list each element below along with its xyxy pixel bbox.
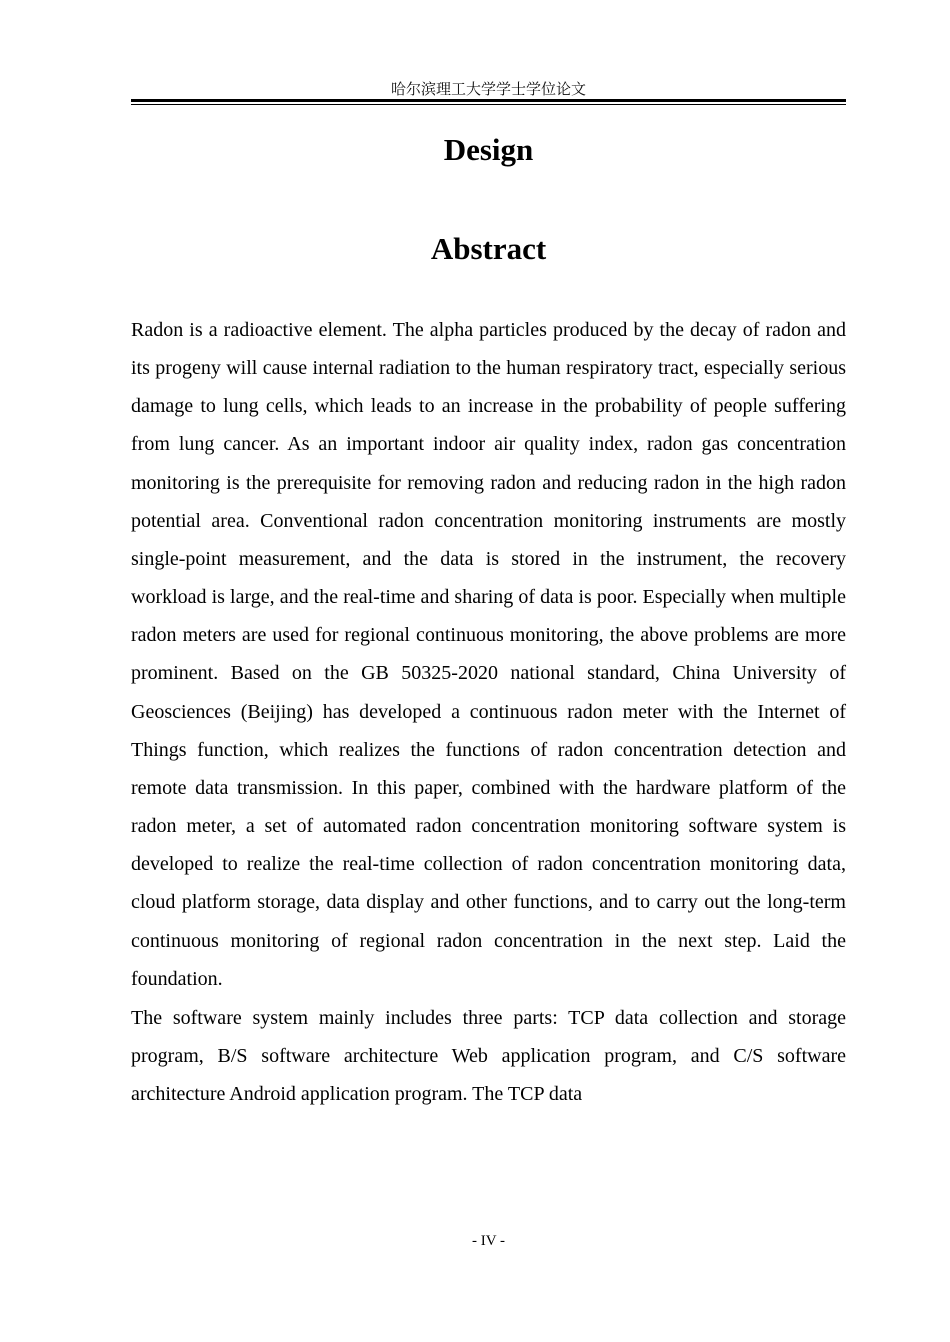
header-rule-thin xyxy=(131,104,846,105)
running-header: 哈尔滨理工大学学士学位论文 xyxy=(390,80,586,98)
document-title: Design xyxy=(443,132,534,167)
abstract-heading: Abstract xyxy=(430,231,547,266)
header-rule-thick xyxy=(131,99,846,102)
abstract-paragraph-1: Radon is a radioactive element. The alpha particles produced by the decay of radon and its progeny will cause internal radiation to the human respiratory tract, especially serious damage to lung cells, which leads to an increase in the probability of people suffering from lung cancer. As an important indoor air quality index, radon gas concentration monitoring is the prerequisite for removing radon and reducing radon in the high radon potential area. Conventional radon concentration monitoring instruments are mostly single-point measurement, and the data is stored in the instrument, the recovery workload is large, and the real-time and sharing of data is poor. Especially when multiple radon meters are used for regional continuous monitoring, the above problems are more prominent. Based on the GB 50325-2020 national standard, China University of Geosciences (Beijing) has developed a continuous radon meter with the Internet of Things function, which realizes the functions of radon concentration detection and remote data transmission. In this paper, combined with the hardware platform of the radon meter, a set of automated radon concentration monitoring software system is developed to realize the real-time collection of radon concentration monitoring data, cloud platform storage, data display and other functions, and to carry out the long-term continuous monitoring of regional radon concentration in the next step. Laid the foundation. xyxy=(131,319,846,990)
abstract-paragraph-2: The software system mainly includes three parts: TCP data collection and storage program, B/S software architecture Web application program, and C/S software architecture Android application program. The TCP data xyxy=(131,1006,846,1106)
page-number: - IV - xyxy=(471,1233,506,1249)
abstract-body xyxy=(131,311,846,1113)
